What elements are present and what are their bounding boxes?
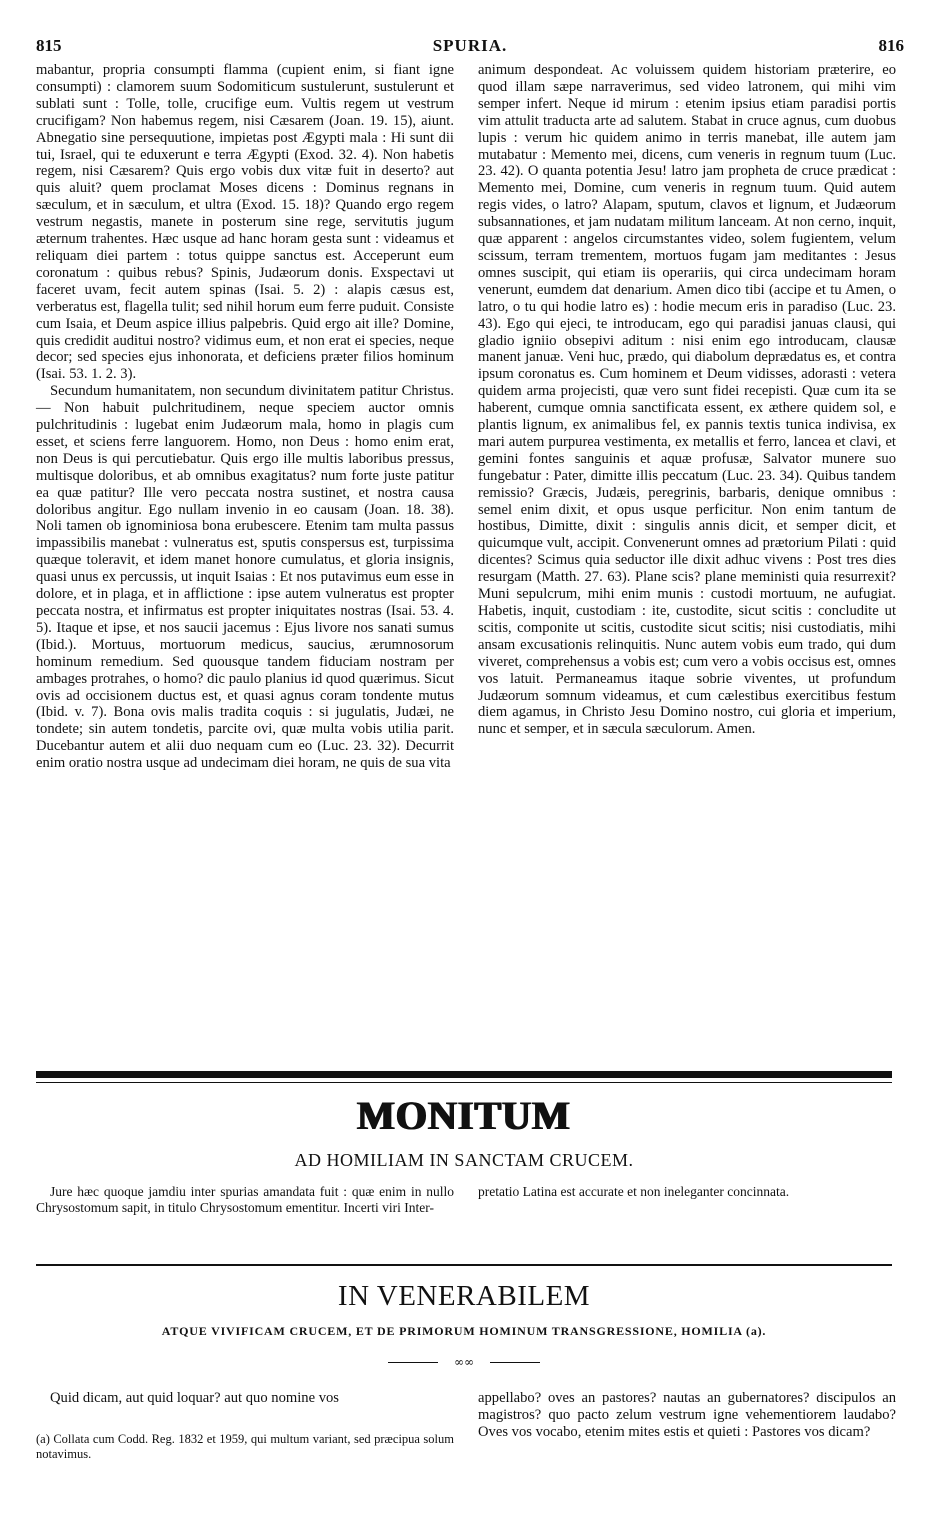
right-column <box>478 62 896 738</box>
thin-rule <box>36 1082 892 1083</box>
monitum-heading: MONITUM <box>357 1093 571 1138</box>
running-title: SPURIA. <box>432 36 508 55</box>
running-head <box>36 36 904 58</box>
footnote: (a) Collata cum Codd. Reg. 1832 et 1959, qui multum variant, sed præcipua solum notavimus. <box>36 1432 454 1461</box>
homily-paragraph-left: Quid dicam, aut quid loquar? aut quo nomine vos <box>50 1390 339 1406</box>
homily-title: IN VENERABILEM <box>337 1280 591 1312</box>
homily-text-left <box>36 1390 454 1407</box>
ornament-icon: ∞∞ <box>454 1355 474 1369</box>
homily-text-right <box>478 1390 896 1441</box>
thick-rule <box>36 1071 892 1078</box>
monitum-paragraph-right: pretatio Latina est accurate et non ineleganter concinnata. <box>478 1184 790 1199</box>
ornament-line-right <box>490 1362 540 1363</box>
monitum-text-left <box>36 1184 454 1216</box>
monitum-subheading: AD HOMILIAM IN SANCTAM CRUCEM. <box>294 1150 634 1170</box>
page-number-left: 815 <box>36 36 62 55</box>
left-paragraph-2: Secundum humanitatem, non secundum divinitatem patitur Christus. — Non habuit pulchritudinem, neque speciem auctor omnis pulchritudinis : lugebat enim Judæorum mala, homo in plagis cum esset, et sciens ferre languorem. Homo, non Deus : homo enim erat, non Deus is qui percutiebatur. Quis ergo ille multis laboribus pressus, multisque doloribus, et ab omnibus exagitatus? num forte juste patitur ea quæ patitur? Ille vero peccata nostra sustinet, et nostra causa doloribus angitur. Ego nullam invenio in eo causam (Joan. 18. 38). Noli tamen ob ignominiosa bona erubescere. Etenim tam multa passus impassibilis manebat : vulneratus est, sputis conspersus est, turpissima quæque toleravit, et idem manet honore cumulatus, et gloria insignis, quasi unus ex percussis, ut inquit Isaias : Et nos putavimus eum esse in dolore, et in plaga, et in afflictione : ipse autem vulneratus est propter peccata nostra, et infirmatus est propter iniquitates nostras (Isai. 53. 4. 5). Itaque et ipse, et nos saucii jacemus : Ejus livore nos sanati sumus (Ibid.). Mortuus, mortuorum medicus, saucius, ærumnosorum hominum remedium. Sed quousque tandem fiduciam nostram per ambages protrahes, o homo? dic paulo planius id quod quærimus. Sicut ovis ad occisionem ductus est, et quasi agnus coram tondente mutus (Ibid. v. 7). Bona ovis malis tradita coquis : si jugulatis, Judæi, ne tondete; sin autem tondetis, parcite ovi, quæ multa vobis utilia parit. Ducebantur autem et alii duo nequam cum eo (Luc. 23. 32). Decurrit enim oratio nostra usque ad undecimam diei horam, ne quis de sua vita <box>36 383 454 772</box>
ornament-divider <box>388 1356 540 1370</box>
left-paragraph-1: mabantur, propria consumpti flamma (cupient enim, si fiant igne consumpti) : clamorem suum Sodomiticum sustulerunt, sustulerunt et sublati sunt : Tolle, tolle, crucifige eum. Vultis regem ut vestrum crucifigam? Non habemus regem, nisi Cæsarem (Joan. 19. 15), aiunt. Abnegatio sine persequutione, impietas post Ægypti mala : Hi sunt dii tui, Israel, qui te eduxerunt e terra Ægypti (Exod. 32. 4). Non habetis regem, nisi Cæsarem? Quis ergo vobis dux vitæ fuit in deserto? aut quis aluit? quem proclamat Moses dicens : Dominus regnans in sæculum, et in sæculum, et ultra (Exod. 15. 18)? Quando ergo regem vestrum negastis, manete in posterum sine rege, servitutis jugum æternum trahentes. Hæc usque ad hanc horam gesta sunt : videamus et reliquam diei partem : totus quippe sanctus est. Acceperunt eum coronatum : quibus rebus? Spinis, Judæorum donis. Exspectavi ut faceret uvam, fecit autem spinas (Isai. 5. 2) : alapis cæsus est, verberatus est, flagella tulit; sed nihil horum eum ferre puduit. Consiste cum Isaia, et Deum aspice illius palpebris. Quid ergo ait ille? Domine, quis credidit auditui nostro? vidimus eum, et non erat ei species, neque decor; sed species ejus inhonorata, et deficiens præter filios hominum (Isai. 53. 1. 2. 3). <box>36 62 454 383</box>
page-number-right: 816 <box>878 36 904 55</box>
homily-subtitle: ATQUE VIVIFICAM CRUCEM, ET DE PRIMORUM HOMINUM TRANSGRESSIONE, HOMILIA (a). <box>161 1324 767 1338</box>
monitum-paragraph-left: Jure hæc quoque jamdiu inter spurias amandata fuit : quæ enim in nullo Chrysostomum sapit, in titulo Chrysostomum ementitur. Incerti viri Inter- <box>36 1184 454 1215</box>
homily-paragraph-right: appellabo? oves an pastores? nautas an gubernatores? discipulos an magistros? quo pacto zelum vestrum igne vehementiorem laudabo? Oves vos vocabo, etenim mites estis et quieti : Pastores vos dicam? <box>478 1390 896 1440</box>
left-column <box>36 62 454 772</box>
right-paragraph-1: animum despondeat. Ac voluissem quidem historiam præterire, eo quod illam sæpe narraverimus, sed video latronem, qui mihi vim semper infert. Neque id mirum : etenim ipsius etiam paradisi portis vim attulit traducta arte ad salutem. Stabat in cruce agnus, cum duobus lupis : verum hic quidem animo in terris manebat, ille autem jam mutabatur : Memento mei, dicens, cum veneris in regnum tuum (Luc. 23. 42). O quanta potentia Jesu! latro jam propheta de cruce prædicat : Memento mei, Domine, cum veneris in regnum tuum. Quid autem regis vides, o latro? Alapam, sputum, clavos et lignum, et Judæorum subsannationes, et jam nudatam militum lanceam. At non cerno, inquit, quæ apparent : angelos circumstantes video, solem fugientem, velum scissum, terram trementem, mortuos fugam jam meditantes : Jesus omnes suscipit, qui etiam iis operariis, qui circa undecimam horam venerunt, eumdem dat denarium. Amen dico tibi (accipe et tu Amen, o latro, o tu qui hodie latro es) : hodie mecum eris in paradiso (Luc. 23. 43). Ego qui ejeci, te introducam, ego qui paradisi januas clausi, qui gladio igniio obsepivi aditum : nisi enim ego introducam, clausæ manent januæ. Veni huc, prædo, qui diabolum deprædatus es, et contra ipsum coronatus es. Cum hominem et Deum vidisses, adorasti : vetera quidem arma projecisti, quæ vero sunt fidei recepisti. Quæ cum ita se haberent, cumque omnia sanctificata essent, ex æthere quidem sol, e plantis lignum, ex animalibus fel, ex pannis textis tunica indivisa, ex mari autem purpurea vestimenta, ex metallis et ferro, lancea et clavi, et gemini fontes sanguinis et aquæ profusæ, Salvator munere suo fungebatur : Pater, dimitte illis peccatum (Luc. 23. 34). Quibus tandem remissio? Græcis, Judæis, peregrinis, barbaris, denique omnibus : semel enim dixit, et opus usque perficitur. Non enim tantum de hostibus, Dimitte, dixit : singulis annis dicit, et semper dicit, et quicumque vult, accipit. Convenerunt omnes ad prætorium Pilati : quid dicentes? Scimus quia seductor ille dixit adhuc vivens : Post tres dies resurgam (Matth. 27. 63). Plane scis? plane meministi quia resurrexit? Muni sepulcrum, mihi enim munis : custodi mortuum, ne aufugiat. Habetis, inquit, custodiam : ite, custodite, sicut scitis : concludite ut scitis, componite ut scitis, custodite sicut scitis; nisi custodiatis, mihi ansam excusationis relinquitis. Nunc autem vobis eum trado, qui dum viveret, comprehensus a vobis est; cum vero a vobis occisus est, omnes vos latuit. Permaneamus itaque sobrie viventes, ut profundum Judæorum somnum videamus, et cum cælestibus exercitibus festum diem agamus, in Christo Jesu Domino nostro, cui gloria et imperium, nunc et semper, et in sæcula sæculorum. Amen. <box>478 62 896 738</box>
monitum-text-right <box>478 1184 896 1200</box>
section-divider <box>36 1264 892 1266</box>
ornament-line-left <box>388 1362 438 1363</box>
